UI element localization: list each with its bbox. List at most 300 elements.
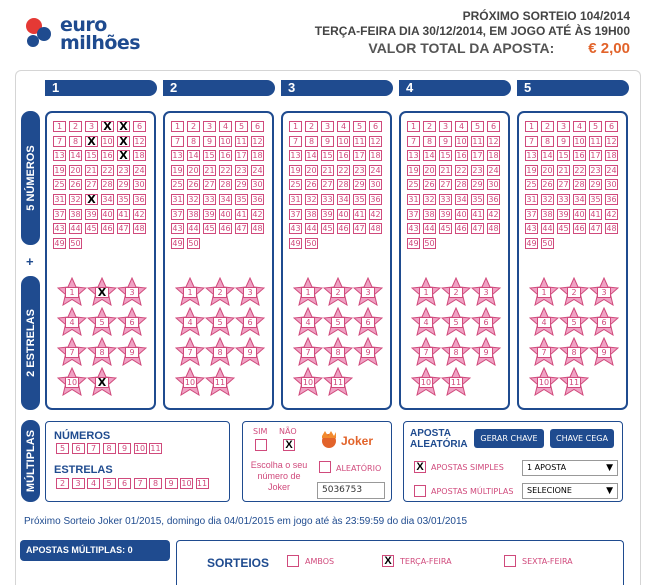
star-5[interactable] [441,307,471,336]
number-cell-25[interactable]: 25 [526,180,537,190]
number-cell-35[interactable]: 35 [590,195,601,204]
number-cell-41[interactable]: 41 [118,209,129,219]
number-cell-50[interactable]: 50 [188,238,199,248]
star-7[interactable] [57,337,87,366]
number-cell-17[interactable]: 17 [354,151,365,161]
number-cell-34[interactable]: 34 [574,195,585,204]
number-cell-46[interactable]: 46 [456,224,467,234]
number-cell-37[interactable]: 37 [408,209,419,219]
star-3[interactable] [353,277,383,306]
number-cell-3[interactable]: 3 [85,121,98,132]
number-cell-31[interactable]: 31 [526,195,537,204]
number-cell-21[interactable]: 21 [86,165,97,175]
simple-bets-select[interactable]: 1 APOSTA ▼ [522,460,618,476]
multiple-number-5[interactable]: 5 [56,443,69,454]
multiple-star-4[interactable]: 4 [87,478,100,489]
number-cell-32[interactable]: 32 [424,195,435,204]
number-cell-18[interactable]: 18 [606,151,617,161]
number-cell-31[interactable]: 31 [290,195,301,204]
number-cell-23[interactable]: 23 [354,165,365,175]
star-11[interactable] [205,367,235,396]
number-cell-21[interactable]: 21 [322,165,333,175]
number-cell-24[interactable]: 24 [606,165,617,175]
number-cell-20[interactable]: 20 [70,165,81,175]
number-cell-24[interactable]: 24 [488,165,499,175]
star-8[interactable] [441,337,471,366]
number-cell-36[interactable]: 36 [252,195,263,204]
star-9[interactable] [471,337,501,366]
number-cell-26[interactable]: 26 [424,180,435,190]
number-cell-21[interactable]: 21 [558,165,569,175]
board-tab-3[interactable]: 3 [281,80,393,96]
number-cell-16[interactable]: 16 [574,151,585,161]
number-cell-36[interactable]: 36 [488,195,499,204]
draw-both-checkbox[interactable] [287,555,299,567]
number-cell-18[interactable]: 18 [488,151,499,161]
number-cell-50[interactable]: 50 [424,238,435,248]
number-cell-27[interactable]: 27 [322,180,333,190]
number-cell-49[interactable]: 49 [290,238,301,248]
star-1[interactable] [175,277,205,306]
number-cell-7[interactable]: 7 [525,136,538,147]
number-cell-39[interactable]: 39 [322,209,333,219]
number-cell-22[interactable]: 22 [338,165,349,175]
number-cell-29[interactable]: 29 [236,180,247,190]
number-cell-3[interactable]: 3 [557,121,570,132]
number-cell-29[interactable]: 29 [472,180,483,190]
number-cell-26[interactable]: 26 [188,180,199,190]
number-cell-12[interactable]: 12 [370,136,381,146]
star-6[interactable] [353,307,383,336]
number-cell-6[interactable]: 6 [251,121,264,132]
number-cell-44[interactable]: 44 [306,224,317,234]
number-cell-12[interactable]: 12 [252,136,263,146]
number-cell-40[interactable]: 40 [456,209,467,219]
blind-key-button[interactable]: CHAVE CEGA [550,429,614,448]
number-cell-31[interactable]: 31 [54,195,65,204]
number-cell-8[interactable]: 8 [187,136,200,147]
number-cell-41[interactable]: 41 [472,209,483,219]
number-cell-45[interactable]: 45 [558,224,569,234]
number-cell-32[interactable]: 32 [188,195,199,204]
star-5[interactable] [323,307,353,336]
number-cell-44[interactable]: 44 [542,224,553,234]
number-cell-33[interactable]: 33 [440,195,451,204]
number-cell-42[interactable]: 42 [488,209,499,219]
star-8[interactable] [87,337,117,366]
number-cell-4[interactable]: 4 [455,121,468,132]
star-11[interactable] [87,367,117,396]
number-cell-13[interactable]: 13 [526,151,537,161]
number-cell-23[interactable]: 23 [118,165,129,175]
number-cell-10[interactable]: 10 [338,136,349,146]
number-cell-26[interactable]: 26 [542,180,553,190]
number-cell-9[interactable]: 9 [203,136,216,147]
number-cell-37[interactable]: 37 [526,209,537,219]
star-5[interactable] [559,307,589,336]
star-9[interactable] [117,337,147,366]
number-cell-7[interactable]: 7 [407,136,420,147]
number-cell-30[interactable]: 30 [488,180,499,190]
number-cell-15[interactable]: 15 [204,151,215,161]
number-cell-39[interactable]: 39 [558,209,569,219]
star-6[interactable] [589,307,619,336]
number-cell-35[interactable]: 35 [118,195,129,204]
multiple-number-8[interactable]: 8 [103,443,116,454]
number-cell-46[interactable]: 46 [102,224,113,234]
number-cell-47[interactable]: 47 [472,224,483,234]
number-cell-36[interactable]: 36 [606,195,617,204]
number-cell-4[interactable]: 4 [219,121,232,132]
number-cell-18[interactable]: 18 [252,151,263,161]
number-cell-2[interactable]: 2 [187,121,200,132]
number-cell-23[interactable]: 23 [472,165,483,175]
star-7[interactable] [529,337,559,366]
number-cell-42[interactable]: 42 [370,209,381,219]
number-cell-21[interactable]: 21 [440,165,451,175]
number-cell-11[interactable]: 11 [590,136,601,146]
number-cell-25[interactable]: 25 [54,180,65,190]
star-11[interactable] [441,367,471,396]
number-cell-24[interactable]: 24 [134,165,145,175]
number-cell-5[interactable]: X [117,121,130,132]
star-3[interactable] [589,277,619,306]
board-tab-1[interactable]: 1 [45,80,157,96]
number-cell-25[interactable]: 25 [290,180,301,190]
number-cell-49[interactable]: 49 [526,238,537,248]
number-cell-28[interactable]: 28 [456,180,467,190]
star-3[interactable] [117,277,147,306]
multiple-bets-checkbox[interactable] [414,485,426,497]
number-cell-49[interactable]: 49 [408,238,419,248]
number-cell-2[interactable]: 2 [541,121,554,132]
number-cell-13[interactable]: 13 [290,151,301,161]
number-cell-14[interactable]: 14 [424,151,435,161]
number-cell-6[interactable]: 6 [605,121,618,132]
number-cell-20[interactable]: 20 [542,165,553,175]
number-cell-32[interactable]: 32 [306,195,317,204]
number-cell-38[interactable]: 38 [306,209,317,219]
number-cell-21[interactable]: 21 [204,165,215,175]
multiple-number-9[interactable]: 9 [118,443,131,454]
number-cell-34[interactable]: 34 [102,195,113,204]
number-cell-7[interactable]: 7 [289,136,302,147]
number-cell-34[interactable]: 34 [338,195,349,204]
number-cell-5[interactable]: 5 [589,121,602,132]
star-2[interactable] [205,277,235,306]
number-cell-35[interactable]: 35 [354,195,365,204]
star-6[interactable] [117,307,147,336]
number-cell-3[interactable]: 3 [203,121,216,132]
number-cell-31[interactable]: 31 [408,195,419,204]
number-cell-10[interactable]: 10 [102,136,113,146]
number-cell-47[interactable]: 47 [118,224,129,234]
number-cell-41[interactable]: 41 [354,209,365,219]
number-cell-2[interactable]: 2 [423,121,436,132]
number-cell-48[interactable]: 48 [134,224,145,234]
board-tab-5[interactable]: 5 [517,80,629,96]
number-cell-10[interactable]: 10 [456,136,467,146]
number-cell-8[interactable]: 8 [69,136,82,147]
number-cell-14[interactable]: 14 [70,151,81,161]
number-cell-27[interactable]: 27 [204,180,215,190]
number-cell-24[interactable]: 24 [370,165,381,175]
number-cell-50[interactable]: 50 [542,238,553,248]
number-cell-10[interactable]: 10 [220,136,231,146]
number-cell-27[interactable]: 27 [558,180,569,190]
number-cell-5[interactable]: 5 [471,121,484,132]
multiple-star-11[interactable]: 11 [196,479,208,488]
number-cell-46[interactable]: 46 [574,224,585,234]
number-cell-30[interactable]: 30 [606,180,617,190]
number-cell-50[interactable]: 50 [70,238,81,248]
number-cell-32[interactable]: 32 [70,195,81,204]
number-cell-41[interactable]: 41 [236,209,247,219]
number-cell-43[interactable]: 43 [290,224,301,234]
number-cell-22[interactable]: 22 [102,165,113,175]
multiple-star-10[interactable]: 10 [181,479,192,488]
number-cell-16[interactable]: 16 [456,151,467,161]
multiple-number-10[interactable]: 10 [134,444,146,453]
number-cell-18[interactable]: 18 [134,151,145,161]
number-cell-17[interactable]: X [117,150,130,161]
number-cell-28[interactable]: 28 [220,180,231,190]
number-cell-9[interactable]: 9 [557,136,570,147]
number-cell-14[interactable]: 14 [188,151,199,161]
number-cell-17[interactable]: 17 [472,151,483,161]
number-cell-33[interactable]: 33 [204,195,215,204]
star-9[interactable] [589,337,619,366]
number-cell-49[interactable]: 49 [172,238,183,248]
number-cell-44[interactable]: 44 [424,224,435,234]
joker-number-input[interactable]: 5036753 [317,482,385,499]
number-cell-4[interactable]: 4 [573,121,586,132]
number-cell-12[interactable]: 12 [606,136,617,146]
number-cell-2[interactable]: 2 [305,121,318,132]
multiple-star-5[interactable]: 5 [103,478,116,489]
number-cell-37[interactable]: 37 [290,209,301,219]
number-cell-42[interactable]: 42 [606,209,617,219]
number-cell-38[interactable]: 38 [542,209,553,219]
number-cell-42[interactable]: 42 [134,209,145,219]
number-cell-3[interactable]: 3 [439,121,452,132]
number-cell-12[interactable]: 12 [488,136,499,146]
number-cell-20[interactable]: 20 [188,165,199,175]
number-cell-10[interactable]: 10 [574,136,585,146]
number-cell-44[interactable]: 44 [70,224,81,234]
star-9[interactable] [235,337,265,366]
star-2[interactable] [441,277,471,306]
star-8[interactable] [323,337,353,366]
star-4[interactable] [529,307,559,336]
number-cell-37[interactable]: 37 [172,209,183,219]
joker-no-checkbox[interactable]: X [283,439,295,451]
multiple-star-7[interactable]: 7 [134,478,147,489]
number-cell-17[interactable]: 17 [590,151,601,161]
number-cell-20[interactable]: 20 [306,165,317,175]
number-cell-33[interactable]: X [85,194,98,205]
number-cell-36[interactable]: 36 [134,195,145,204]
number-cell-33[interactable]: 33 [558,195,569,204]
euromilhoes-logo[interactable] [22,10,152,54]
number-cell-24[interactable]: 24 [252,165,263,175]
generate-key-button[interactable]: GERAR CHAVE [474,429,544,448]
star-3[interactable] [235,277,265,306]
star-1[interactable] [293,277,323,306]
number-cell-11[interactable]: 11 [472,136,483,146]
number-cell-14[interactable]: 14 [542,151,553,161]
number-cell-11[interactable]: 11 [354,136,365,146]
number-cell-16[interactable]: 16 [338,151,349,161]
number-cell-29[interactable]: 29 [590,180,601,190]
star-10[interactable] [293,367,323,396]
number-cell-38[interactable]: 38 [424,209,435,219]
number-cell-19[interactable]: 19 [172,165,183,175]
number-cell-40[interactable]: 40 [574,209,585,219]
number-cell-27[interactable]: 27 [86,180,97,190]
number-cell-13[interactable]: 13 [408,151,419,161]
number-cell-7[interactable]: 7 [171,136,184,147]
multiple-star-2[interactable]: 2 [56,478,69,489]
number-cell-15[interactable]: 15 [558,151,569,161]
simple-bets-checkbox[interactable]: X [414,461,426,473]
number-cell-36[interactable]: 36 [370,195,381,204]
star-1[interactable] [57,277,87,306]
number-cell-45[interactable]: 45 [204,224,215,234]
number-cell-23[interactable]: 23 [236,165,247,175]
number-cell-9[interactable]: X [85,136,98,147]
number-cell-6[interactable]: 6 [133,121,146,132]
star-10[interactable] [57,367,87,396]
multiple-star-6[interactable]: 6 [118,478,131,489]
number-cell-9[interactable]: 9 [439,136,452,147]
number-cell-22[interactable]: 22 [220,165,231,175]
number-cell-25[interactable]: 25 [172,180,183,190]
number-cell-38[interactable]: 38 [188,209,199,219]
star-4[interactable] [411,307,441,336]
number-cell-34[interactable]: 34 [220,195,231,204]
number-cell-45[interactable]: 45 [440,224,451,234]
board-tab-4[interactable]: 4 [399,80,511,96]
number-cell-28[interactable]: 28 [338,180,349,190]
star-7[interactable] [411,337,441,366]
number-cell-22[interactable]: 22 [456,165,467,175]
multiple-star-9[interactable]: 9 [165,478,178,489]
number-cell-46[interactable]: 46 [338,224,349,234]
number-cell-39[interactable]: 39 [440,209,451,219]
number-cell-26[interactable]: 26 [306,180,317,190]
number-cell-13[interactable]: 13 [172,151,183,161]
number-cell-40[interactable]: 40 [220,209,231,219]
number-cell-34[interactable]: 34 [456,195,467,204]
number-cell-35[interactable]: 35 [236,195,247,204]
number-cell-27[interactable]: 27 [440,180,451,190]
number-cell-45[interactable]: 45 [86,224,97,234]
number-cell-43[interactable]: 43 [172,224,183,234]
number-cell-3[interactable]: 3 [321,121,334,132]
number-cell-41[interactable]: 41 [590,209,601,219]
star-3[interactable] [471,277,501,306]
number-cell-30[interactable]: 30 [252,180,263,190]
number-cell-35[interactable]: 35 [472,195,483,204]
number-cell-19[interactable]: 19 [290,165,301,175]
number-cell-1[interactable]: 1 [171,121,184,132]
star-4[interactable] [57,307,87,336]
number-cell-47[interactable]: 47 [590,224,601,234]
joker-random-checkbox[interactable] [319,461,331,473]
number-cell-8[interactable]: 8 [305,136,318,147]
number-cell-14[interactable]: 14 [306,151,317,161]
number-cell-5[interactable]: 5 [353,121,366,132]
number-cell-16[interactable]: 16 [102,151,113,161]
star-4[interactable] [175,307,205,336]
star-2[interactable] [323,277,353,306]
star-8[interactable] [205,337,235,366]
number-cell-8[interactable]: 8 [423,136,436,147]
number-cell-8[interactable]: 8 [541,136,554,147]
number-cell-19[interactable]: 19 [526,165,537,175]
number-cell-44[interactable]: 44 [188,224,199,234]
number-cell-1[interactable]: 1 [53,121,66,132]
star-9[interactable] [353,337,383,366]
number-cell-42[interactable]: 42 [252,209,263,219]
draw-tuesday-checkbox[interactable]: X [382,555,394,567]
number-cell-43[interactable]: 43 [408,224,419,234]
number-cell-2[interactable]: 2 [69,121,82,132]
number-cell-48[interactable]: 48 [370,224,381,234]
number-cell-19[interactable]: 19 [54,165,65,175]
multiple-number-11[interactable]: 11 [150,444,161,453]
number-cell-20[interactable]: 20 [424,165,435,175]
number-cell-48[interactable]: 48 [488,224,499,234]
number-cell-6[interactable]: 6 [487,121,500,132]
star-7[interactable] [293,337,323,366]
number-cell-1[interactable]: 1 [407,121,420,132]
number-cell-18[interactable]: 18 [370,151,381,161]
number-cell-29[interactable]: 29 [354,180,365,190]
star-4[interactable] [293,307,323,336]
number-cell-49[interactable]: 49 [54,238,65,248]
number-cell-4[interactable]: X [101,121,114,132]
star-6[interactable] [471,307,501,336]
star-10[interactable] [529,367,559,396]
star-7[interactable] [175,337,205,366]
multiple-star-3[interactable]: 3 [72,478,85,489]
number-cell-32[interactable]: 32 [542,195,553,204]
number-cell-1[interactable]: 1 [525,121,538,132]
number-cell-25[interactable]: 25 [408,180,419,190]
number-cell-15[interactable]: 15 [440,151,451,161]
number-cell-16[interactable]: 16 [220,151,231,161]
number-cell-29[interactable]: 29 [118,180,129,190]
joker-yes-checkbox[interactable] [255,439,267,451]
number-cell-31[interactable]: 31 [172,195,183,204]
number-cell-5[interactable]: 5 [235,121,248,132]
number-cell-47[interactable]: 47 [236,224,247,234]
number-cell-45[interactable]: 45 [322,224,333,234]
number-cell-40[interactable]: 40 [338,209,349,219]
number-cell-26[interactable]: 26 [70,180,81,190]
number-cell-11[interactable]: X [117,136,130,147]
number-cell-13[interactable]: 13 [54,151,65,161]
number-cell-30[interactable]: 30 [134,180,145,190]
draw-friday-checkbox[interactable] [504,555,516,567]
number-cell-15[interactable]: 15 [322,151,333,161]
number-cell-12[interactable]: 12 [134,136,145,146]
star-2[interactable] [559,277,589,306]
number-cell-22[interactable]: 22 [574,165,585,175]
number-cell-50[interactable]: 50 [306,238,317,248]
